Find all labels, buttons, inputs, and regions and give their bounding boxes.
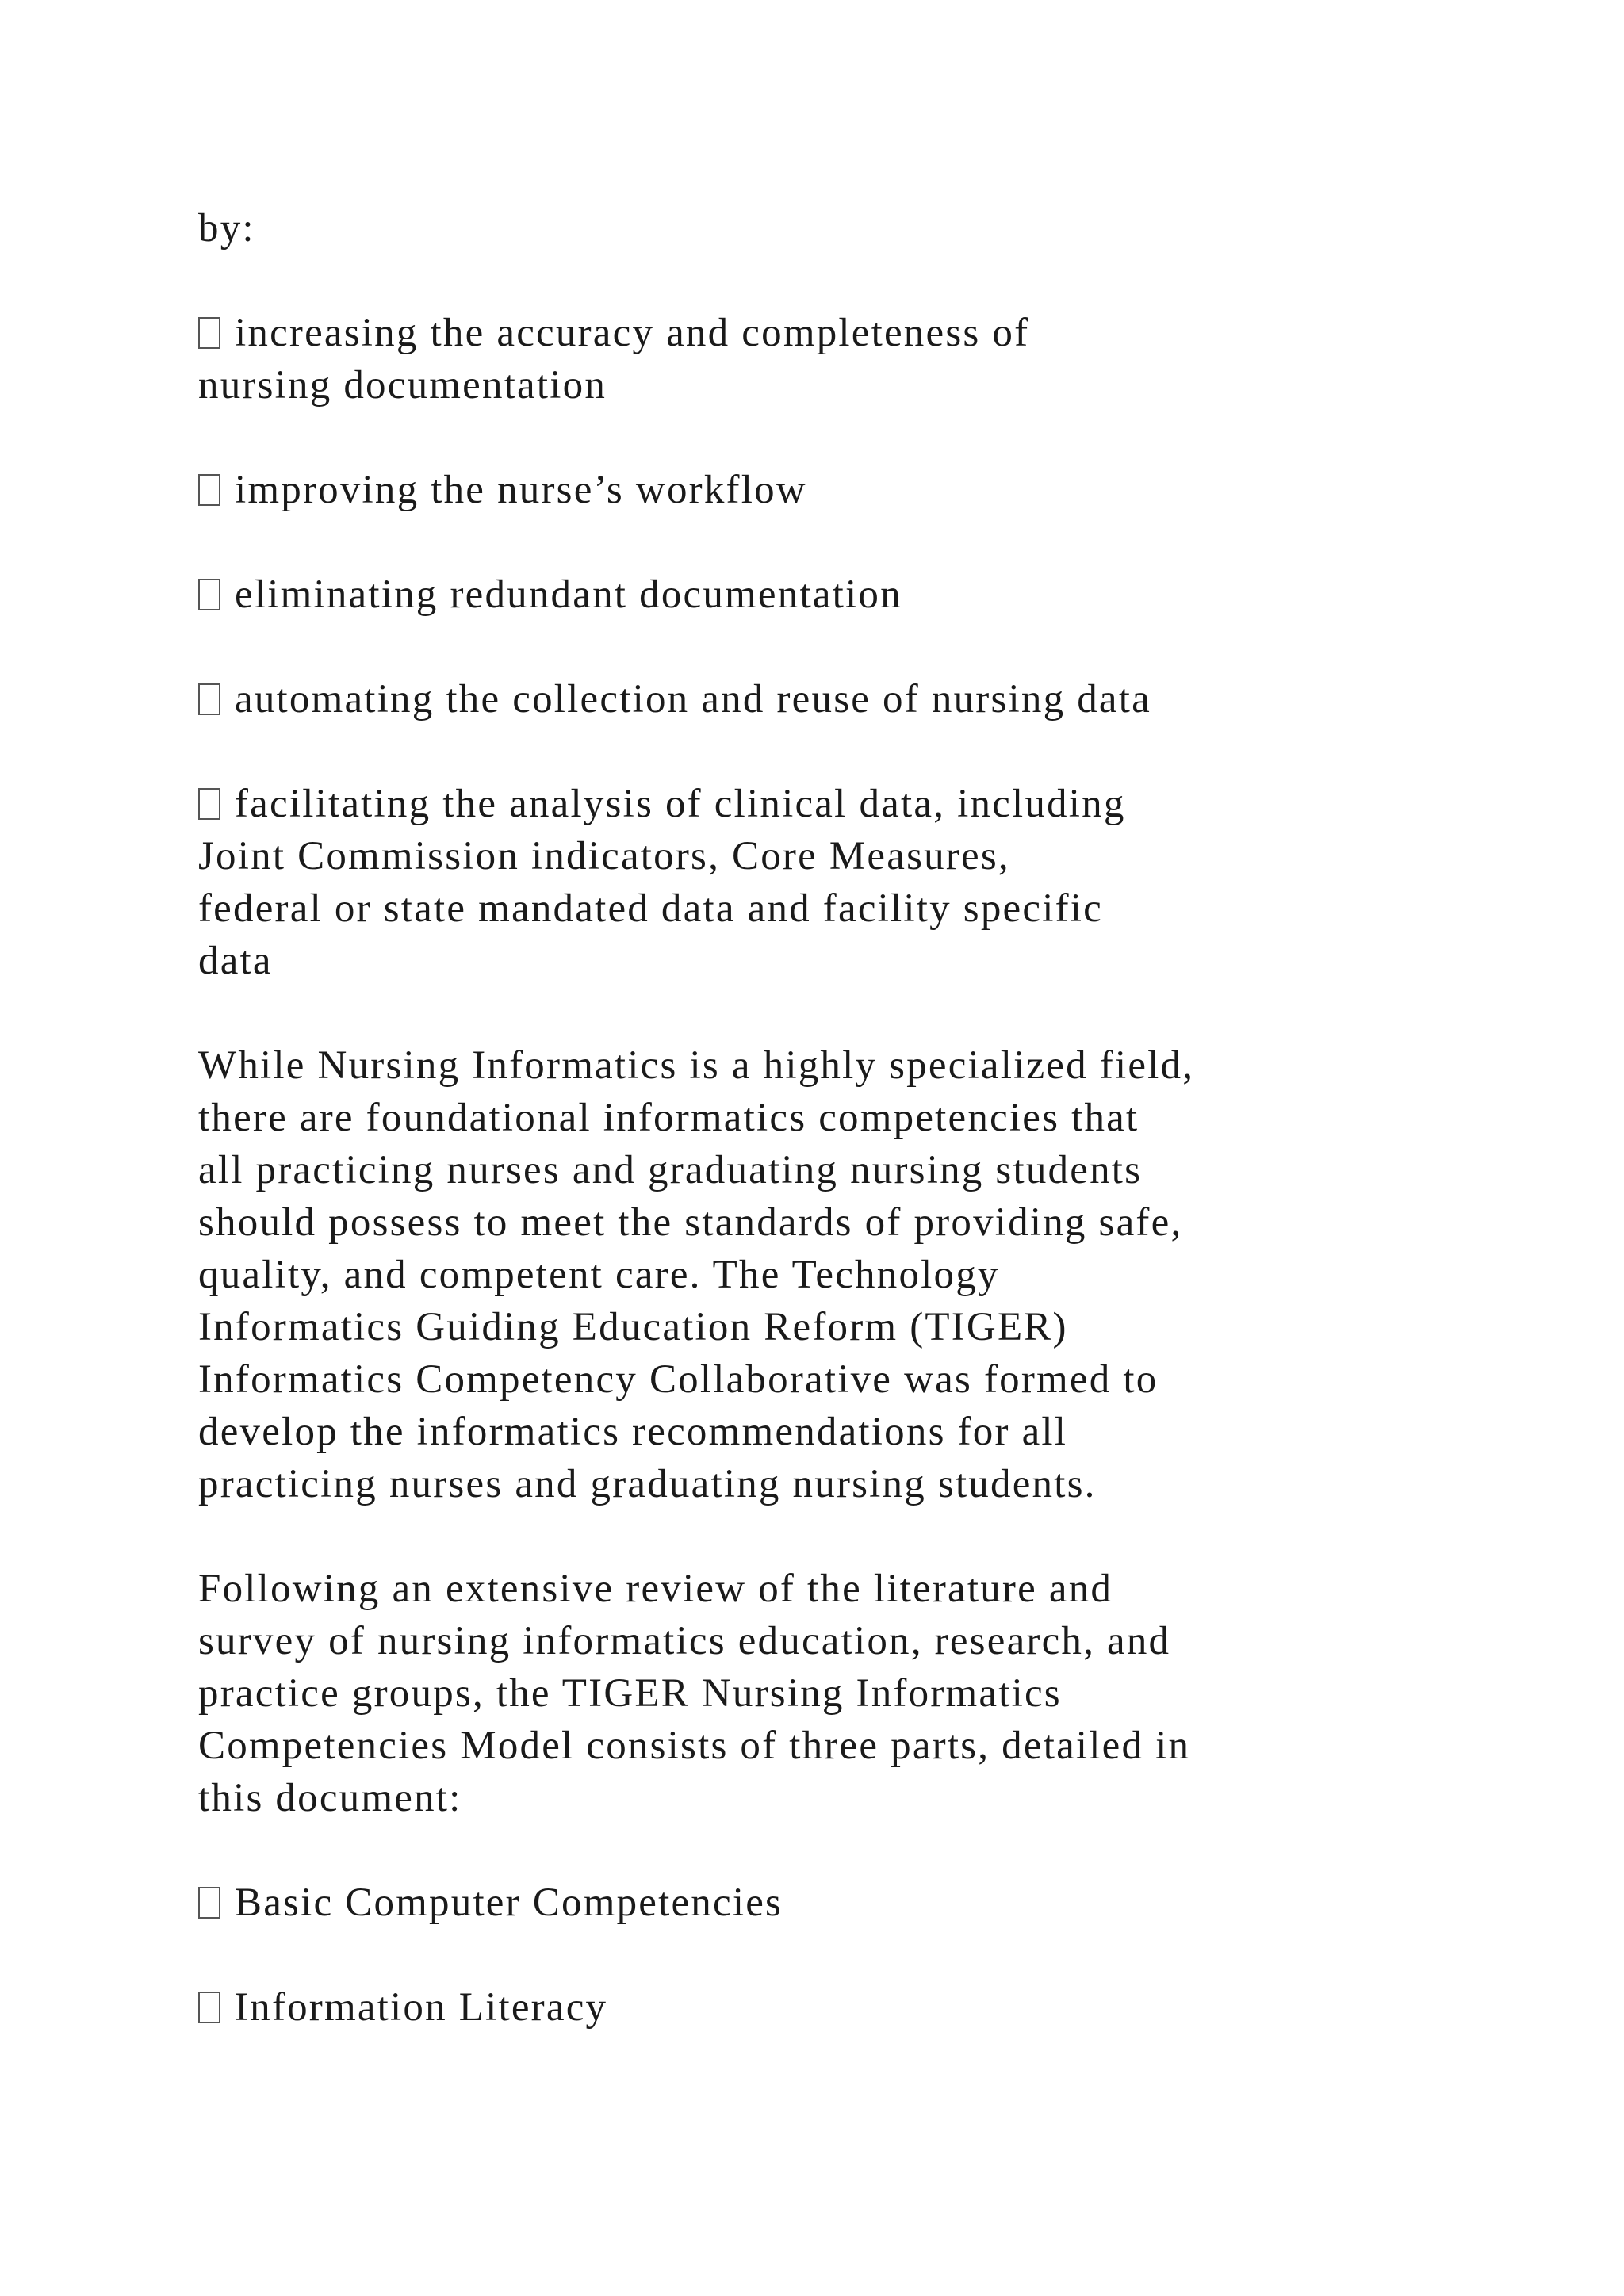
text-line: Information Literacy	[235, 1985, 608, 2030]
bullet-item	[198, 568, 1499, 621]
missing-glyph-box-icon	[198, 317, 220, 349]
text-line: quality, and competent care. The Technology	[198, 1253, 1000, 1297]
text-line: Informatics Guiding Education Reform (TIGER)	[198, 1305, 1068, 1349]
text-line: data	[198, 939, 273, 983]
text-line: facilitating the analysis of clinical data, including	[235, 782, 1126, 826]
text-line: increasing the accuracy and completeness of	[235, 311, 1030, 355]
text-line: Competencies Model consists of three parts, detailed in	[198, 1724, 1191, 1768]
missing-glyph-box-icon	[198, 788, 220, 820]
text-line: Following an extensive review of the literature and	[198, 1567, 1113, 1611]
text-line: nursing documentation	[198, 363, 607, 408]
missing-glyph-box-icon	[198, 1992, 220, 2023]
bullet-item	[198, 1981, 1499, 2034]
bullet-item	[198, 1877, 1499, 1929]
text-line: Informatics Competency Collaborative was formed to	[198, 1357, 1159, 1402]
paragraph-informatics	[198, 1039, 1499, 1510]
paragraph-tiger-model	[198, 1563, 1499, 1824]
bullet-item	[198, 464, 1499, 516]
missing-glyph-box-icon	[198, 1887, 220, 1919]
text-line: by:	[198, 206, 255, 251]
text-line: federal or state mandated data and facility specific	[198, 886, 1103, 931]
text-line: there are foundational informatics competencies that	[198, 1096, 1139, 1140]
intro-text	[198, 202, 1499, 254]
text-line: develop the informatics recommendations for all	[198, 1410, 1068, 1454]
text-line: this document:	[198, 1776, 462, 1820]
missing-glyph-box-icon	[198, 579, 220, 610]
text-line: automating the collection and reuse of nursing data	[235, 677, 1151, 721]
text-line: should possess to meet the standards of providing safe,	[198, 1200, 1183, 1245]
bullet-item	[198, 307, 1499, 411]
text-line: While Nursing Informatics is a highly specialized field,	[198, 1043, 1195, 1088]
missing-glyph-box-icon	[198, 683, 220, 715]
document-body	[198, 202, 1499, 2086]
text-line: survey of nursing informatics education, research, and	[198, 1619, 1171, 1663]
bullet-item	[198, 673, 1499, 725]
text-line: practice groups, the TIGER Nursing Informatics	[198, 1671, 1062, 1716]
text-line: practicing nurses and graduating nursing students.	[198, 1462, 1097, 1506]
text-line: improving the nurse’s workflow	[235, 468, 807, 512]
bullet-item	[198, 778, 1499, 987]
text-line: eliminating redundant documentation	[235, 572, 902, 617]
text-line: Basic Computer Competencies	[235, 1881, 783, 1925]
missing-glyph-box-icon	[198, 474, 220, 506]
text-line: all practicing nurses and graduating nursing students	[198, 1148, 1143, 1192]
text-line: Joint Commission indicators, Core Measures,	[198, 834, 1010, 878]
